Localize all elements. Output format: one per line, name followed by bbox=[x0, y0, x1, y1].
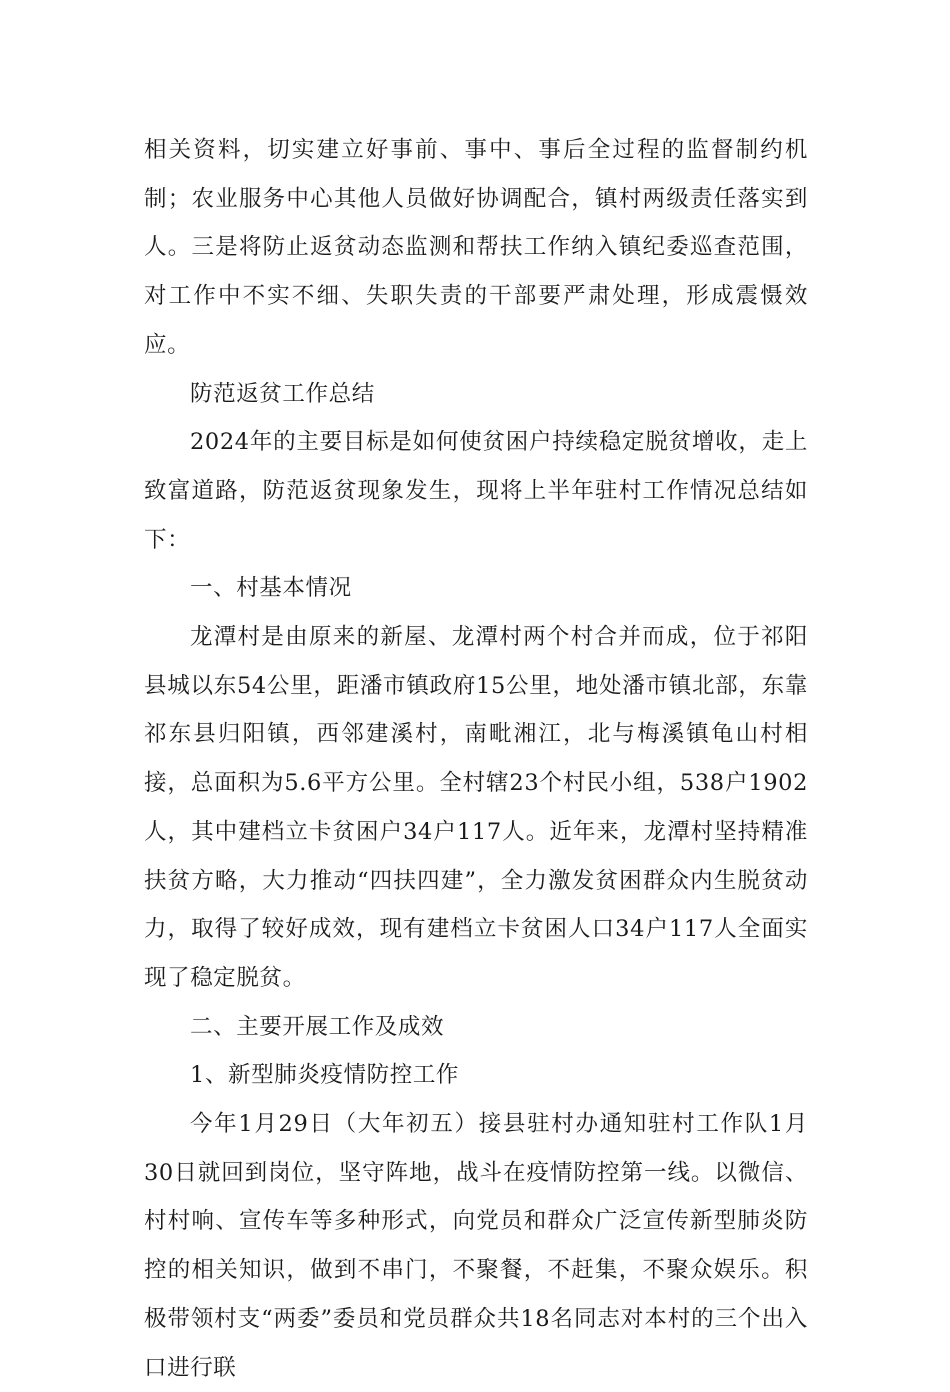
heading-village-basics: 一、村基本情况 bbox=[190, 575, 352, 602]
paragraph-continuation: 相关资料，切实建立好事前、事中、事后全过程的监督制约机制；农业服务中心其他人员做好协调配合，镇村两级责任落实到人。三是将防止返贫动态监测和帮扶工作纳入镇纪委巡查范围，对工作中不实不细、失职失责的干部要严肃处理，形成震慑效应。 bbox=[144, 137, 808, 358]
paragraph-epidemic-control: 今年1月29日（大年初五）接县驻村办通知驻村工作队1月30日就回到岗位，坚守阵地，战斗在疫情防控第一线。以微信、村村响、宣传车等多种形式，向党员和群众广泛宣传新型肺炎防控的相关知识，做到不串门，不聚餐，不赶集，不聚众娱乐。积极带领村支“两委”委员和党员群众共18名同志对本村的三个出入口进行联 bbox=[144, 1111, 808, 1381]
section-title: 防范返贫工作总结 bbox=[190, 380, 375, 407]
paragraph-intro: 2024年的主要目标是如何使贫困户持续稳定脱贫增收，走上致富道路，防范返贫现象发生，现将上半年驻村工作情况总结如下： bbox=[144, 429, 808, 553]
paragraph-village-basics: 龙潭村是由原来的新屋、龙潭村两个村合并而成，位于祁阳县城以东54公里，距潘市镇政府15公里，地处潘市镇北部，东靠祁东县归阳镇，西邻建溪村，南毗湘江，北与梅溪镇龟山村相接，总面积为5.6平方公里。全村辖23个村民小组，538户1902人，其中建档立卡贫困户34户117人。近年来，龙潭村坚持精准扶贫方略，大力推动“四扶四建”，全力激发贫困群众内生脱贫动力，取得了较好成效，现有建档立卡贫困人口34户117人全面实现了稳定脱贫。 bbox=[144, 624, 808, 991]
subheading-epidemic-control: 1、新型肺炎疫情防控工作 bbox=[190, 1062, 460, 1089]
document-body bbox=[144, 126, 808, 1392]
heading-main-work: 二、主要开展工作及成效 bbox=[190, 1013, 445, 1040]
